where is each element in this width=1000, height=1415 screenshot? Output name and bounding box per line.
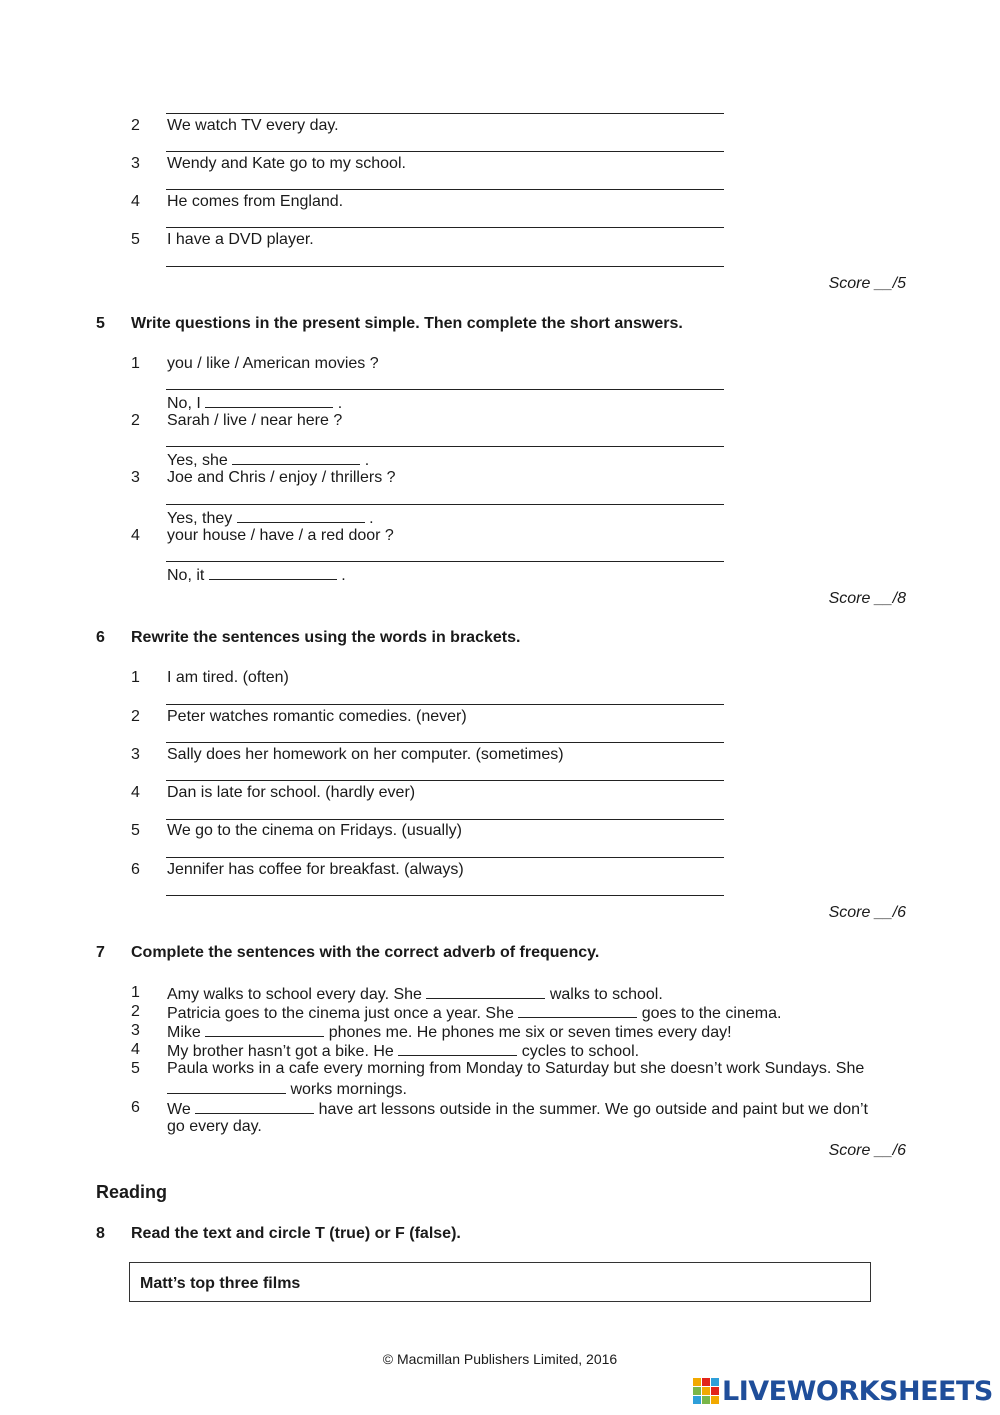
item-prompt: your house / have / a red door ? [167,527,394,544]
answer-line[interactable] [166,504,724,505]
answer-blank[interactable] [195,1098,314,1114]
item-text: We go to the cinema on Fridays. (usually) [167,822,462,839]
gap-sentence: We have art lessons outside in the summer. We go outside and paint but we don’t [167,1098,868,1119]
answer-line[interactable] [166,561,724,562]
answer-line[interactable] [166,704,724,705]
item-text: Jennifer has coffee for breakfast. (always) [167,861,464,878]
logo-text: LIVEWORKSHEETS [722,1375,993,1407]
answer-line[interactable] [166,895,724,896]
logo-square [702,1396,710,1404]
item-number: 3 [131,746,140,763]
item-number: 1 [131,669,140,686]
score-label: Score __/6 [828,904,906,921]
answer-line[interactable] [166,227,724,228]
question-instruction: Read the text and circle T (true) or F (false). [131,1225,461,1242]
answer-blank[interactable] [205,392,333,408]
question-instruction: Rewrite the sentences using the words in brackets. [131,629,521,646]
answer-blank[interactable] [426,983,545,999]
answer-line[interactable] [166,857,724,858]
item-prompt: Joe and Chris / enjoy / thrillers ? [167,469,396,486]
item-text: I have a DVD player. [167,231,314,248]
item-prompt: Sarah / live / near here ? [167,412,343,429]
answer-line[interactable] [166,113,724,114]
answer-blank[interactable] [398,1040,517,1056]
short-answer: Yes, they . [167,507,374,528]
item-number: 4 [131,784,140,801]
question-instruction: Complete the sentences with the correct adverb of frequency. [131,944,600,961]
answer-blank[interactable] [209,564,337,580]
logo-square [693,1387,701,1395]
gap-sentence-line2: works mornings. [167,1078,407,1099]
short-answer: Yes, she . [167,449,369,470]
item-number: 2 [131,117,140,134]
answer-blank[interactable] [232,449,360,465]
item-text: Wendy and Kate go to my school. [167,155,406,172]
answer-line[interactable] [166,266,724,267]
item-number: 6 [131,1099,140,1116]
item-text: Dan is late for school. (hardly ever) [167,784,416,801]
question-number: 7 [96,944,105,961]
question-instruction: Write questions in the present simple. Then complete the short answers. [131,315,683,332]
item-number: 5 [131,231,140,248]
item-number: 4 [131,1041,140,1058]
answer-line[interactable] [166,742,724,743]
logo-square [702,1378,710,1386]
item-number: 3 [131,1022,140,1039]
logo-square [711,1378,719,1386]
answer-line[interactable] [166,819,724,820]
answer-blank[interactable] [167,1078,286,1094]
answer-line[interactable] [166,151,724,152]
logo-square [702,1387,710,1395]
answer-blank[interactable] [518,1002,637,1018]
logo-icon [693,1378,719,1404]
logo-square [711,1396,719,1404]
answer-blank[interactable] [237,507,365,523]
question-number: 6 [96,629,105,646]
reading-text-title: Matt’s top three films [140,1275,301,1292]
item-number: 3 [131,155,140,172]
item-text: He comes from England. [167,193,344,210]
item-number: 1 [131,355,140,372]
score-label: Score __/6 [828,1142,906,1159]
item-text: Sally does her homework on her computer. (sometimes) [167,746,564,763]
item-text: We watch TV every day. [167,117,339,134]
item-number: 4 [131,527,140,544]
gap-sentence-line1: Paula works in a cafe every morning from Monday to Saturday but she doesn’t work Sundays. She [167,1060,865,1077]
logo-square [711,1387,719,1395]
question-number: 5 [96,315,105,332]
answer-line[interactable] [166,189,724,190]
answer-line[interactable] [166,389,724,390]
gap-sentence: My brother hasn’t got a bike. He cycles to school. [167,1040,639,1061]
item-number: 3 [131,469,140,486]
score-label: Score __/5 [828,275,906,292]
item-number: 4 [131,193,140,210]
score-label: Score __/8 [828,590,906,607]
gap-sentence: Mike phones me. He phones me six or seven times every day! [167,1021,732,1042]
gap-sentence: Amy walks to school every day. She walks to school. [167,983,663,1004]
gap-sentence: Patricia goes to the cinema just once a year. She goes to the cinema. [167,1002,781,1023]
item-prompt: you / like / American movies ? [167,355,379,372]
short-answer: No, I . [167,392,342,413]
item-text: Peter watches romantic comedies. (never) [167,708,467,725]
item-number: 6 [131,861,140,878]
item-number: 2 [131,708,140,725]
item-text: I am tired. (often) [167,669,289,686]
logo-square [693,1396,701,1404]
item-number: 2 [131,412,140,429]
copyright: © Macmillan Publishers Limited, 2016 [382,1351,618,1367]
item-number: 1 [131,984,140,1001]
answer-blank[interactable] [205,1021,324,1037]
answer-line[interactable] [166,446,724,447]
gap-sentence-line2: go every day. [167,1118,262,1135]
item-number: 5 [131,1060,140,1077]
liveworksheets-logo[interactable] [693,1375,993,1407]
short-answer: No, it . [167,564,346,585]
section-heading: Reading [96,1182,168,1202]
reading-text-box [129,1262,871,1302]
question-number: 8 [96,1225,105,1242]
item-number: 5 [131,822,140,839]
answer-line[interactable] [166,780,724,781]
item-number: 2 [131,1003,140,1020]
logo-square [693,1378,701,1386]
